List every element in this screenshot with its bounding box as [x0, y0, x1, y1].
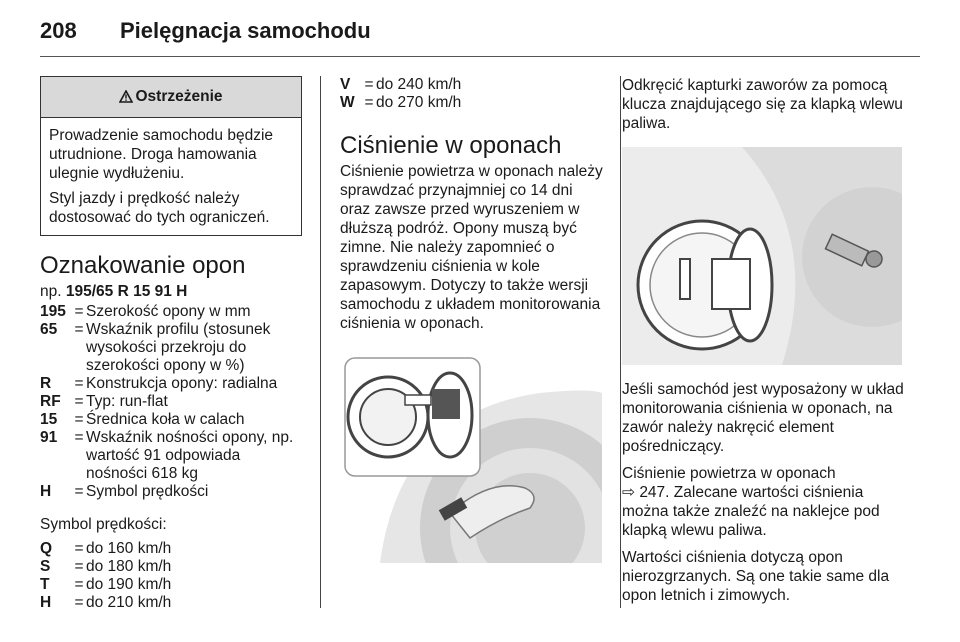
warning-triangle-icon: [119, 90, 133, 103]
warning-box: [40, 76, 302, 236]
speed-row: H = do 210 km/h: [40, 594, 172, 611]
page-number: 208: [40, 18, 77, 43]
pressure-ref-rest: 247. Zalecane wartości ciśnienia można także znaleźć na naklejce pod klapką wlewu paliwa.: [622, 484, 880, 539]
column-2: [340, 76, 605, 568]
pressure-reference-paragraph: [622, 464, 904, 540]
definition-row: R = Konstrukcja opony: radialna: [40, 375, 278, 392]
warning-paragraph: Prowadzenie samochodu będzie utrudnione. Droga hamowania ulegnie wydłużeniu.: [49, 127, 274, 182]
valve-cap-key-illustration: [622, 147, 902, 365]
speed-row: T = do 190 km/h: [40, 576, 172, 593]
speed-row: W = do 270 km/h: [340, 94, 462, 111]
speed-symbol-label: Symbol prędkości:: [40, 516, 167, 533]
speed-symbols-table: [40, 540, 171, 612]
fuel-flap-wheel-illustration: [340, 353, 602, 563]
unscrew-caps-paragraph: Odkręcić kapturki zaworów za pomocą klucza znajdującego się za klapką wlewu paliwa.: [622, 77, 903, 132]
warning-title: Ostrzeżenie: [135, 88, 223, 105]
speed-symbols-cont-table: [340, 76, 461, 112]
definition-row: H = Symbol prędkości: [40, 483, 209, 500]
header-rule: [40, 56, 920, 57]
warning-header: [41, 77, 301, 118]
tire-example: [40, 282, 302, 301]
page-title: Pielęgnacja samochodu: [120, 18, 371, 43]
example-prefix: np.: [40, 283, 62, 300]
definition-row: 15 = Średnica koła w calach: [40, 411, 245, 428]
speed-row: S = do 180 km/h: [40, 558, 172, 575]
monitoring-paragraph: Jeśli samochód jest wyposażony w układ monitorowania ciśnienia w oponach, na zawór należy nakręcić element pośredniczący.: [622, 381, 904, 455]
definition-row: 195 = Szerokość opony w mm: [40, 303, 251, 320]
page-reference-arrow-icon[interactable]: ⇨: [622, 484, 635, 501]
definition-row: 91 = Wskaźnik nośności opony, np. wartość 91 odpowiada nośności 618 kg: [40, 429, 294, 482]
warning-paragraph: Styl jazdy i prędkość należy dostosować do tych ograniczeń.: [49, 190, 270, 226]
page-header: [40, 18, 920, 58]
pressure-ref-prefix: Ciśnienie powietrza w oponach: [622, 465, 836, 482]
column-3: [622, 76, 904, 605]
pressure-paragraph: Ciśnienie powietrza w oponach należy sprawdzać przynajmniej co 14 dni oraz zawsze przed wyruszeniem w dłuższą podróż. Opony muszą być zimne. Nie należy zapomnieć o sprawdzeniu ciśnienia w kole zapasowym. Dotyczy to także wersji samochodu z układem monitorowania ciśnienia w oponach.: [340, 163, 603, 332]
column-divider: [620, 76, 621, 608]
values-paragraph: Wartości ciśnienia dotyczą opon nierozgrzanych. Są one takie same dla opon letnich i zimowych.: [622, 549, 890, 604]
pressure-heading: Ciśnienie w oponach: [340, 132, 562, 159]
speed-row: Q = do 160 km/h: [40, 540, 172, 557]
tire-definitions-table: [40, 303, 302, 501]
speed-row: V = do 240 km/h: [340, 76, 462, 93]
definition-row: 65 = Wskaźnik profilu (stosunek wysokości przekroju do szerokości opony w %): [40, 321, 271, 374]
tire-marking-heading: Oznakowanie opon: [40, 252, 246, 279]
definition-row: RF = Typ: run-flat: [40, 393, 168, 410]
column-divider: [320, 76, 321, 608]
column-1: [40, 76, 302, 612]
example-code: 195/65 R 15 91 H: [65, 283, 188, 300]
warning-body: [41, 118, 301, 235]
